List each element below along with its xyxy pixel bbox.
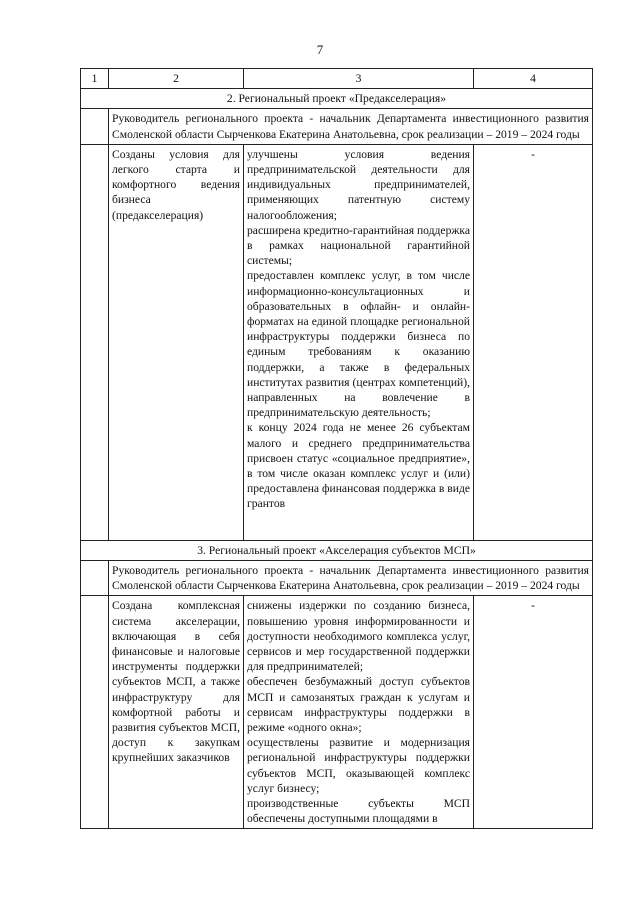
results-cell xyxy=(244,596,474,829)
header-cell-3: 3 xyxy=(244,69,474,89)
section-title-row xyxy=(81,540,593,560)
section-lead-row xyxy=(81,109,593,144)
empty-cell xyxy=(81,144,109,540)
task-text: Создана комплексная система акселерации, включающая в себя финансовые и налоговые инструменты поддержки субъектов МСП, а также инфраструктуру для комфортной работы и развития субъектов МСП, доступ к закупкам крупнейших заказчиков xyxy=(112,599,240,765)
section-lead xyxy=(109,561,593,596)
section-lead-row xyxy=(81,561,593,596)
result-item: производственные субъекты МСП обеспечены доступными площадями в xyxy=(247,797,470,826)
section-title-row xyxy=(81,89,593,109)
result-item: к концу 2024 года не менее 26 субъектам малого и среднего предпринимательства присвоен статус «социальное предприятие», в том числе оказан комплекс услуг и (или) предоставлена финансовая поддержка в виде грантов xyxy=(247,421,470,511)
result-item: снижены издержки по созданию бизнеса, повышению уровня информированности и доступности необходимого комплекса услуг, сервисов и мер государственной поддержки для предпринимателей; xyxy=(247,599,470,674)
result-item: улучшены условия ведения предпринимательской деятельности для индивидуальных предпринимателей, применяющих патентную систему налогообложения; xyxy=(247,147,470,222)
header-cell-4: 4 xyxy=(474,69,593,89)
task-cell xyxy=(109,596,244,829)
results-table xyxy=(80,68,593,829)
section-title: 3. Региональный проект «Акселерация субъектов МСП» xyxy=(81,540,593,560)
section-content-row xyxy=(81,144,593,540)
result-item: осуществлены развитие и модернизация региональной инфраструктуры поддержки субъектов МСП, оказывающей комплекс услуг бизнесу; xyxy=(247,736,470,795)
task-cell xyxy=(109,144,244,540)
empty-cell xyxy=(81,561,109,596)
task-text: Созданы условия для легкого старта и комфортного ведения бизнеса (предакселерация) xyxy=(112,147,240,222)
header-cell-2: 2 xyxy=(109,69,244,89)
result-item: обеспечен безбумажный доступ субъектов МСП и самозанятых граждан к услугам и сервисам инфраструктуры поддержки в режиме «одного окна»; xyxy=(247,675,470,735)
result-item: предоставлен комплекс услуг, в том числе информационно-консультационных и образовательных в офлайн- и онлайн-форматах на единой площадке региональной инфраструктуры поддержки бизнеса по единым требованиям к оказанию поддержки, а также в федеральных институтах развития (центрах компетенций), направленных на вовлечение в предпринимательскую деятельность; xyxy=(247,269,470,420)
empty-cell xyxy=(81,596,109,829)
table-header-row xyxy=(81,69,593,89)
header-cell-1: 1 xyxy=(81,69,109,89)
result-item: расширена кредитно-гарантийная поддержка в рамках национальной гарантийной системы; xyxy=(247,223,470,268)
col4-cell: - xyxy=(474,144,593,540)
col4-cell: - xyxy=(474,596,593,829)
section-lead xyxy=(109,109,593,144)
section-lead-text: Руководитель регионального проекта - начальник Департамента инвестиционного развития Смоленской области Сырченкова Екатерина Анатольевна, срок реализации – 2019 – 2024 годы xyxy=(112,564,589,593)
page-number: 7 xyxy=(316,42,324,57)
section-content-row xyxy=(81,596,593,829)
section-title: 2. Региональный проект «Предакселерация» xyxy=(81,89,593,109)
section-lead-text: Руководитель регионального проекта - начальник Департамента инвестиционного развития Смоленской области Сырченкова Екатерина Анатольевна, срок реализации – 2019 – 2024 годы xyxy=(112,112,589,141)
empty-cell xyxy=(81,109,109,144)
results-cell xyxy=(244,144,474,540)
